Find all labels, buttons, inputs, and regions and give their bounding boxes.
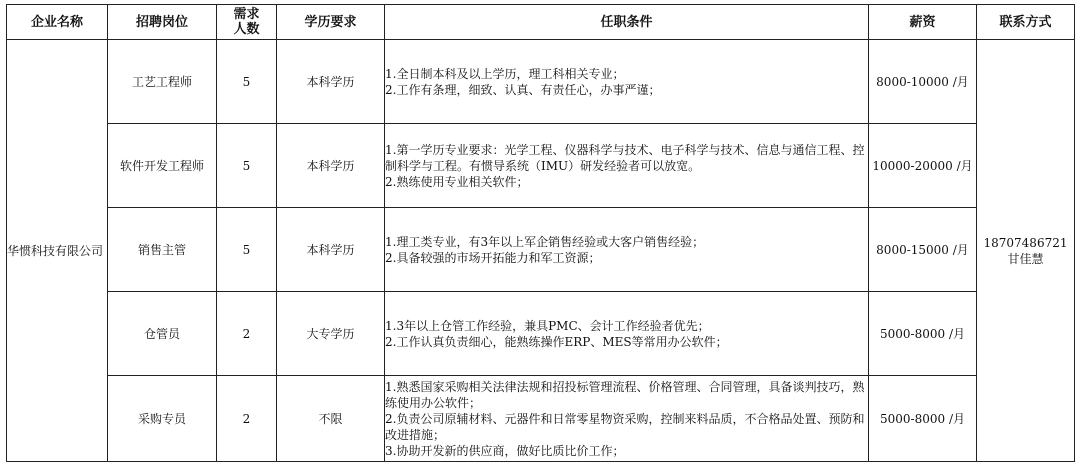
table-row: [7, 292, 1075, 376]
education-cell: 本科学历: [277, 40, 385, 124]
count-cell: 5: [217, 208, 277, 292]
contact-name: 甘佳慧: [1007, 251, 1044, 266]
salary-cell: 5000-8000 /月: [869, 292, 977, 376]
header-contact: 联系方式: [977, 5, 1075, 40]
requirement-line: 1.全日制本科及以上学历，理工科相关专业；: [385, 66, 625, 81]
position-cell: 仓管员: [108, 292, 217, 376]
salary-cell: 8000-15000 /月: [869, 208, 977, 292]
requirement-line: 2.具备较强的市场开拓能力和军工资源；: [385, 250, 601, 265]
requirement-line: 1.熟悉国家采购相关法律法规和招投标管理流程、价格管理、合同管理，具备谈判技巧，熟练使用办公软件；: [385, 379, 865, 410]
header-company: 企业名称: [7, 5, 108, 40]
position-cell: 软件开发工程师: [108, 124, 217, 208]
requirement-line: 2.工作认真负责细心，能熟练操作ERP、MES等常用办公软件；: [385, 334, 728, 349]
requirement-line: 1.理工类专业，有3年以上军企销售经验或大客户销售经验；: [385, 234, 705, 249]
salary-cell: 8000-10000 /月: [869, 40, 977, 124]
education-cell: 不限: [277, 376, 385, 462]
requirements-cell: [385, 124, 869, 208]
table-row: [7, 40, 1075, 124]
salary-cell: 10000-20000 /月: [869, 124, 977, 208]
position-cell: 工艺工程师: [108, 40, 217, 124]
contact-cell: [977, 40, 1075, 462]
header-education: 学历要求: [277, 5, 385, 40]
header-count: 需求人数: [217, 5, 277, 40]
salary-cell: 5000-8000 /月: [869, 376, 977, 462]
requirements-cell: [385, 376, 869, 462]
recruitment-table: [6, 4, 1075, 462]
table-row: [7, 124, 1075, 208]
count-cell: 5: [217, 40, 277, 124]
education-cell: 大专学历: [277, 292, 385, 376]
header-salary: 薪资: [869, 5, 977, 40]
position-cell: 采购专员: [108, 376, 217, 462]
requirement-line: 1.第一学历专业要求：光学工程、仪器科学与技术、电子科学与技术、信息与通信工程、控制科学与工程。有惯导系统（IMU）研发经验者可以放宽。: [385, 142, 865, 173]
count-cell: 2: [217, 292, 277, 376]
position-cell: 销售主管: [108, 208, 217, 292]
table-row: [7, 376, 1075, 462]
count-cell: 5: [217, 124, 277, 208]
header-requirements: 任职条件: [385, 5, 869, 40]
requirement-line: 2.熟练使用专业相关软件；: [385, 174, 529, 189]
header-row: [7, 5, 1075, 40]
contact-phone: 18707486721: [983, 235, 1068, 250]
education-cell: 本科学历: [277, 208, 385, 292]
count-cell: 2: [217, 376, 277, 462]
header-position: 招聘岗位: [108, 5, 217, 40]
table-row: [7, 208, 1075, 292]
requirements-cell: [385, 208, 869, 292]
requirement-line: 3.协助开发新的供应商，做好比质比价工作；: [385, 443, 625, 458]
requirements-cell: [385, 40, 869, 124]
requirement-line: 2.工作有条理，细致、认真、有责任心，办事严谨；: [385, 82, 661, 97]
company-name: 华惯科技有限公司: [7, 40, 108, 462]
requirement-line: 2.负责公司原辅材料、元器件和日常零星物资采购，控制来料品质，不合格品处置、预防和改进措施；: [385, 411, 865, 442]
requirements-cell: [385, 292, 869, 376]
requirement-line: 1.3年以上仓管工作经验，兼具PMC、会计工作经验者优先；: [385, 318, 710, 333]
education-cell: 本科学历: [277, 124, 385, 208]
